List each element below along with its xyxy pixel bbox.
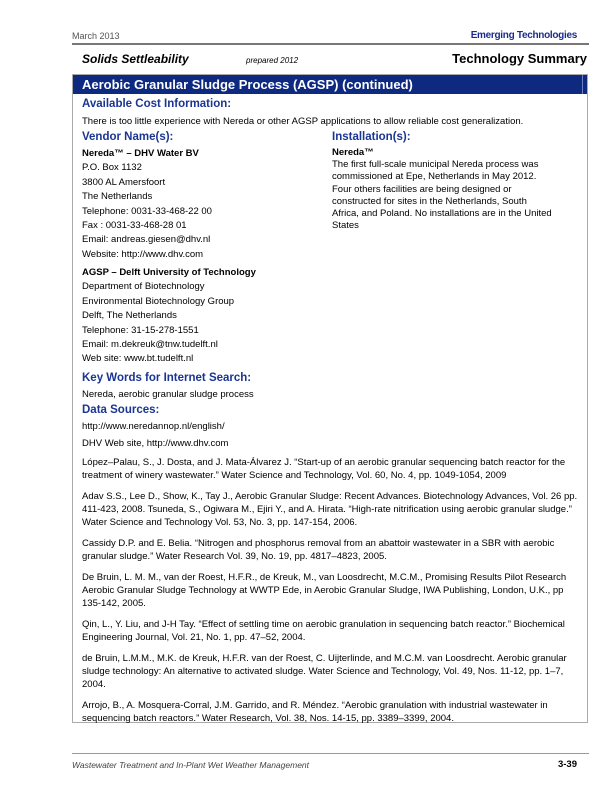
- keywords-text: Nereda, aerobic granular sludge process: [82, 389, 254, 400]
- installations-heading: Installation(s):: [332, 131, 411, 143]
- vendor-email: Email: andreas.giesen@dhv.nl: [82, 234, 211, 246]
- keywords-heading: Key Words for Internet Search:: [82, 372, 252, 384]
- reference: De Bruin, L. M. M., van der Roest, H.F.R., de Kreuk, M., van Loosdrecht, M.C.M., Promising Results Pilot Research Aerobic Granular Sludge Technology at WWTP Ede, in Aerobic Granular Sludge, IWA Publishing, London, U.K., pp 135-142, 2005.: [82, 572, 567, 609]
- vendor-line: Delft, The Netherlands: [82, 310, 177, 322]
- vendor-line: The Netherlands: [82, 191, 153, 203]
- banner-title: Aerobic Granular Sludge Process (AGSP) (continued): [73, 75, 587, 94]
- vendor-line: Department of Biotechnology: [82, 281, 205, 293]
- vendor-line: Telephone: 31-15-278-1551: [82, 324, 199, 336]
- installation-line: commissioned at Epe, Netherlands in May 2012.: [332, 171, 537, 183]
- installation-line: Africa, and Poland. No installations are in the United: [332, 208, 552, 220]
- summary-type: Technology Summary: [452, 51, 587, 66]
- vendors-heading: Vendor Name(s):: [82, 131, 174, 143]
- banner-divider: [582, 75, 583, 94]
- page-number: 3-39: [557, 759, 577, 770]
- cost-text: There is too little experience with Nereda or other AGSP applications to allow reliable cost generalization.: [82, 116, 524, 127]
- topic-title: Solids Settleability: [82, 52, 189, 66]
- installation-name: Nereda™: [332, 147, 374, 158]
- footer-rule: [72, 753, 589, 754]
- header-rule: [72, 43, 589, 45]
- vendor-line: Environmental Biotechnology Group: [82, 295, 235, 307]
- installation-line: States: [332, 220, 359, 232]
- cost-heading: Available Cost Information:: [82, 98, 232, 110]
- installation-line: Four others facilities are being designed or: [332, 183, 512, 195]
- reference: Cassidy D.P. and E. Belia. “Nitrogen and phosphorus removal from an abattoir wastewater in a SBR with aerobic granular sludge.” Water Research Vol. 39, No. 19, pp. 4817–4823, 2005.: [82, 538, 555, 562]
- reference: Adav S.S., Lee D., Show, K., Tay J., Aerobic Granular Sludge: Recent Advances. Biotechnology Advances, Vol. 26 pp. 411-423, 2008. Tsuneda, S., Ogiwara M., Ejiri Y., and A. Hirata. “High-rate nitrification using aerobic granular sludge.” Water Science and Technology Vol. 53, No. 3, pp. 147-154, 2006.: [82, 491, 578, 528]
- source-link[interactable]: DHV Web site, http://www.dhv.com: [82, 438, 229, 449]
- reference: López–Palau, S., J. Dosta, and J. Mata-Álvarez J. “Start-up of an aerobic granular sequencing batch reactor for the treatment of winery wastewater.” Water Science and Technology, Vol. 60, No. 4, pp. 1049-1054, 2009: [82, 457, 566, 481]
- header-section: Emerging Technologies: [470, 30, 577, 41]
- vendor-name: AGSP – Delft University of Technology: [82, 267, 256, 278]
- sources-heading: Data Sources:: [82, 404, 160, 416]
- header-date: March 2013: [72, 31, 120, 41]
- vendor-1: [82, 147, 212, 262]
- vendor-website: Website: http://www.dhv.com: [82, 248, 204, 260]
- reference: Arrojo, B., A. Mosquera-Corral, J.M. Garrido, and R. Méndez. “Aerobic granulation with industrial wastewater in sequencing batch reactors.” Water Research, Vol. 38, Nos. 14-15, pp. 3389–3399, 2004.: [82, 700, 548, 724]
- source-link[interactable]: http://www.neredannop.nl/english/: [82, 421, 225, 432]
- vendor-line: P.O. Box 1132: [82, 162, 142, 174]
- footer-title: Wastewater Treatment and In-Plant Wet Weather Management: [72, 760, 310, 770]
- vendor-email: Email: m.dekreuk@tnw.tudelft.nl: [82, 339, 218, 351]
- installation-line: constructed for sites in the Netherlands, South: [332, 195, 527, 207]
- vendor-line: Fax : 0031-33-468-28 01: [82, 220, 187, 232]
- reference: de Bruin, L.M.M., M.K. de Kreuk, H.F.R. van der Roest, C. Uijterlinde, and M.C.M. van Loosdrecht. Aerobic granular sludge technology: An alternative to activated sludge. Water Science and Technology, Vol. 49, Nos. 11-12, pp. 1–7, 2004.: [82, 653, 567, 690]
- vendor-line: 3800 AL Amersfoort: [82, 176, 166, 188]
- prepared-date: prepared 2012: [246, 56, 299, 65]
- vendor-name: Nereda™ – DHV Water BV: [82, 148, 199, 159]
- vendor-website: Web site: www.bt.tudelft.nl: [82, 353, 194, 365]
- reference: Qin, L., Y. Liu, and J-H Tay. “Effect of settling time on aerobic granulation in sequencing batch reactor.” Biochemical Engineering Journal, Vol. 21, No. 1, pp. 47–52, 2004.: [82, 619, 565, 643]
- vendor-2: [82, 266, 256, 367]
- vendor-line: Telephone: 0031-33-468-22 00: [82, 205, 212, 217]
- installation-line: The first full-scale municipal Nereda process was: [332, 159, 539, 171]
- installations: [332, 147, 552, 232]
